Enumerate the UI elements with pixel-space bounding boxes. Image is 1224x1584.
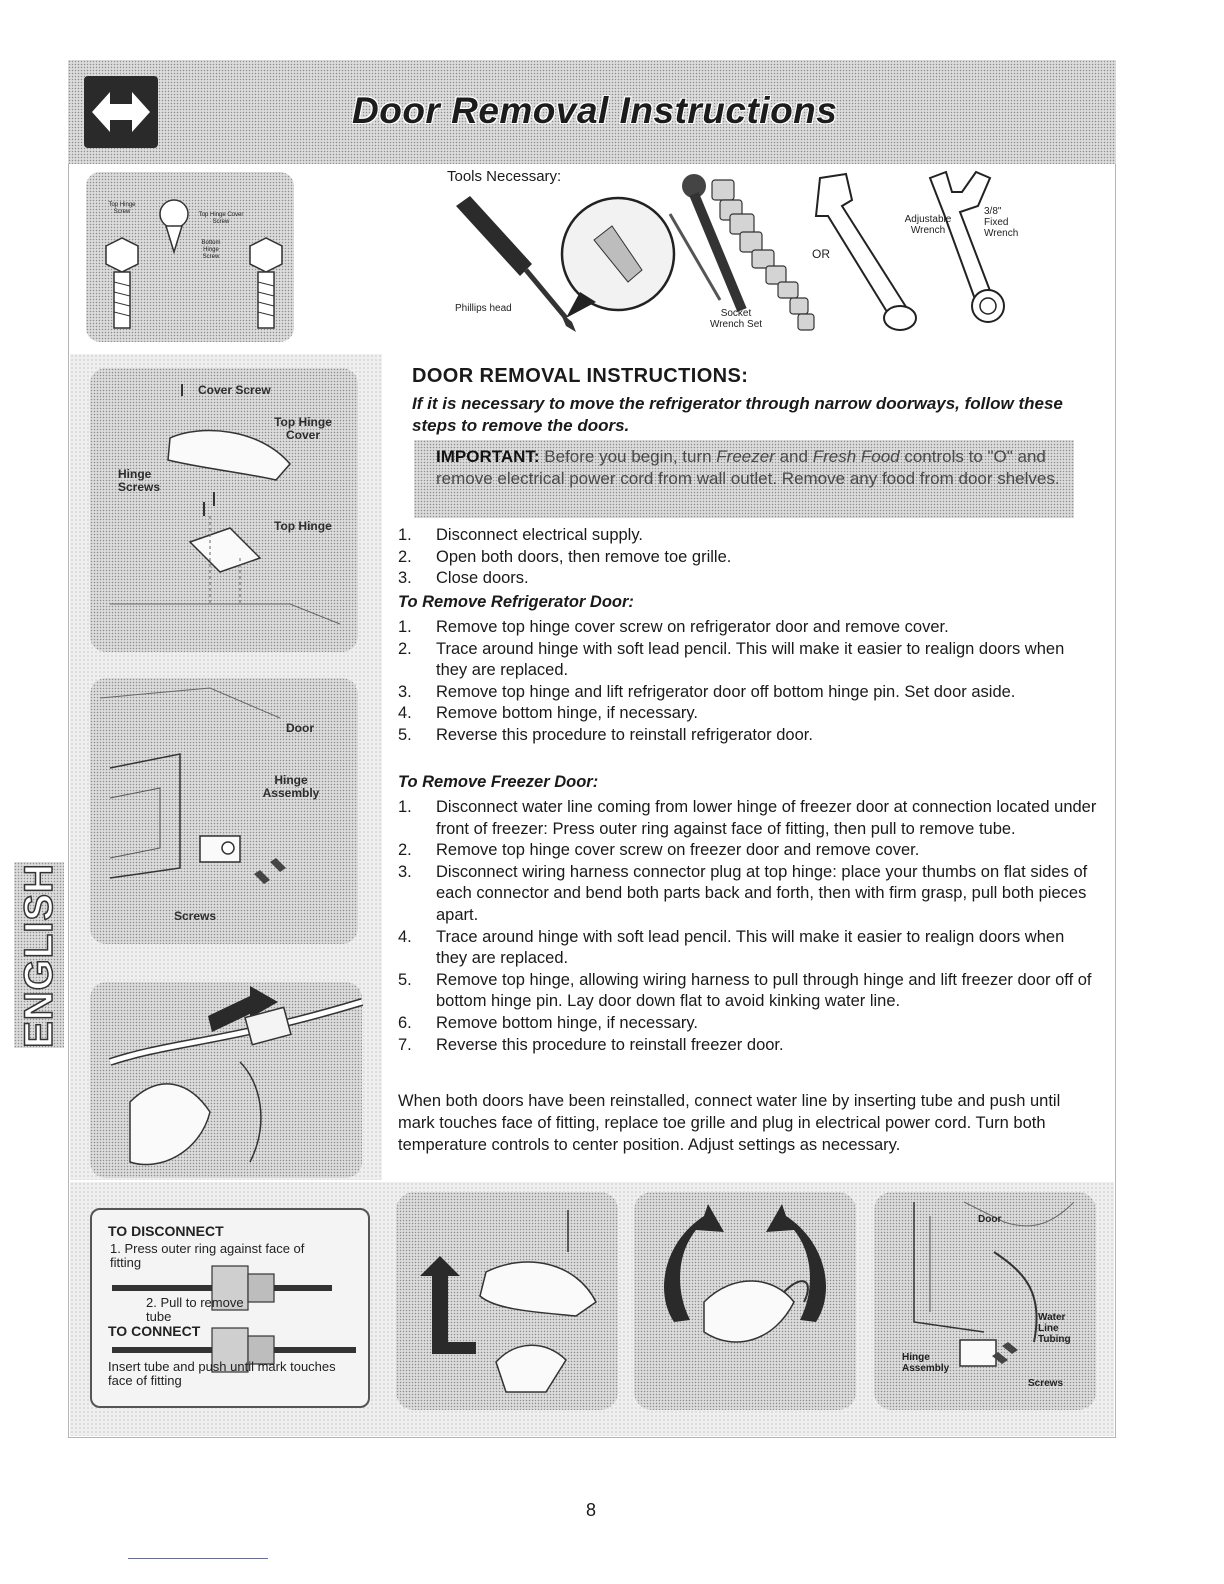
list-item: 6. Remove bottom hinge, if necessary. (398, 1013, 698, 1032)
page-title: Door Removal Instructions (352, 90, 838, 131)
bottom-hinge-screw-label: Bottom Hinge Screw (201, 240, 221, 260)
important-text-3: controls to "O" and remove electrical power cord from wall outlet. Remove any food from door shelves. (436, 447, 1060, 488)
list-item: 3. Remove top hinge and lift refrigerator door off bottom hinge pin. Set door aside. (398, 682, 1016, 701)
closing-paragraph: When both doors have been reinstalled, connect water line by inserting tube and push until mark touches face of fitting, replace toe grille and plug in electrical power cord. Turn both temperature controls to center position. Adjust settings as necessary. (398, 1092, 1061, 1154)
hinge-screws-label: Hinge Screws (118, 467, 161, 494)
page-number: 8 (586, 1500, 597, 1520)
list-item: 1. Disconnect water line coming from lower hinge of freezer door at connection located under front of freezer: Press outer ring against face of fitting, then pull to remove tube. (398, 798, 1097, 838)
disconnect-step-2: 2. Pull to remove tube (146, 1295, 244, 1324)
instructions-heading: DOOR REMOVAL INSTRUCTIONS: (412, 365, 749, 387)
fixed-wrench-label: 3/8" Fixed Wrench (984, 206, 1019, 239)
intro-text: If it is necessary to move the refrigerator through narrow doorways, follow these steps to remove the doors. (412, 394, 1063, 435)
tools-label: Tools Necessary: (447, 168, 562, 185)
connect-text: Insert tube and push until mark touches face of fitting (108, 1359, 336, 1388)
list-item: 7. Reverse this procedure to reinstall freezer door. (398, 1035, 784, 1054)
socket-wrench-icon (670, 174, 814, 330)
refrigerator-door-heading: To Remove Refrigerator Door: (398, 593, 634, 611)
wiring-harness-figure (634, 1192, 856, 1410)
top-hinge-cover-screw-label: Top Hinge Cover Screw (198, 212, 244, 225)
freezer-door-heading: To Remove Freezer Door: (398, 773, 599, 791)
connect-heading: TO CONNECT (108, 1323, 201, 1339)
top-hinge-figure (90, 368, 358, 652)
list-item: 2. Open both doors, then remove toe grille. (398, 547, 732, 566)
list-item: 3. Disconnect wiring harness connector plug at top hinge: place your thumbs on flat sides of each connector and bend both parts back and forth, then with firm grasp, pull both pieces apart. (398, 862, 1088, 924)
water-line-tubing-label: Water Line Tubing (1038, 1312, 1071, 1345)
important-freezer: Freezer (716, 447, 775, 466)
list-item: 4. Remove bottom hinge, if necessary. (398, 704, 698, 723)
list-item: 2. Remove top hinge cover screw on freezer door and remove cover. (398, 841, 920, 860)
list-item: 1. Remove top hinge cover screw on refrigerator door and remove cover. (398, 618, 949, 636)
list-item: 5. Remove top hinge, allowing wiring harness to pull through hinge and lift freezer door off of bottom hinge pin. Lay door down flat to avoid kinking water line. (398, 970, 1092, 1011)
disconnect-heading: TO DISCONNECT (108, 1223, 224, 1239)
adjustable-wrench-label: Adjustable Wrench (904, 214, 952, 236)
fixed-wrench-icon (930, 172, 1004, 322)
bottom-hinge-assembly-label: Hinge Assembly (902, 1352, 950, 1374)
important-text-2: and (774, 447, 813, 466)
important-fresh-food: Fresh Food (812, 447, 900, 466)
top-hinge-screw-label: Top Hinge Screw (108, 202, 136, 215)
list-item: 4. Trace around hinge with soft lead pencil. This will make it easier to realign doors when they are replaced. (398, 927, 1065, 968)
magnifier-icon (562, 198, 674, 318)
important-text-1: Before you begin, turn (539, 447, 717, 466)
socket-wrench-label: Socket Wrench Set (709, 308, 763, 330)
bottom-screws-label: Screws (1028, 1378, 1064, 1389)
adjustable-wrench-icon (816, 174, 916, 330)
top-hinge-cover-label: Top Hinge Cover (274, 415, 332, 442)
cover-screw-label: Cover Screw (198, 383, 271, 397)
list-item: 2. Trace around hinge with soft lead pencil. This will make it easier to realign doors when they are replaced. (398, 639, 1065, 680)
or-label: OR (812, 247, 830, 261)
footer-line (128, 1558, 268, 1559)
bottom-door-label: Door (978, 1214, 1002, 1225)
connect-instructions-box (90, 1208, 370, 1408)
list-item: 1. Disconnect electrical supply. (398, 526, 643, 544)
list-item: 3. Close doors. (398, 569, 529, 588)
refrigerator-steps-list (398, 617, 1098, 747)
bottom-hinge-figure (90, 678, 358, 944)
freezer-hinge-figure (874, 1192, 1096, 1410)
phillips-head-label: Phillips head (455, 303, 512, 314)
general-steps-list (398, 525, 1098, 590)
disconnect-step-1: 1. Press outer ring against face of fitting (110, 1241, 305, 1270)
hinge-assembly-label: Hinge Assembly (262, 773, 320, 800)
important-label: IMPORTANT: (436, 447, 540, 466)
screws-label: Screws (174, 909, 217, 923)
hinge-cover-figure (396, 1192, 618, 1410)
top-hinge-label: Top Hinge (274, 519, 332, 533)
freezer-steps-list (398, 797, 1098, 1056)
water-line-figure (90, 982, 362, 1178)
important-note (414, 440, 1074, 518)
door-label: Door (286, 721, 314, 735)
language-tab-text: ENGLISH (16, 862, 61, 1048)
list-item: 5. Reverse this procedure to reinstall refrigerator door. (398, 725, 813, 744)
